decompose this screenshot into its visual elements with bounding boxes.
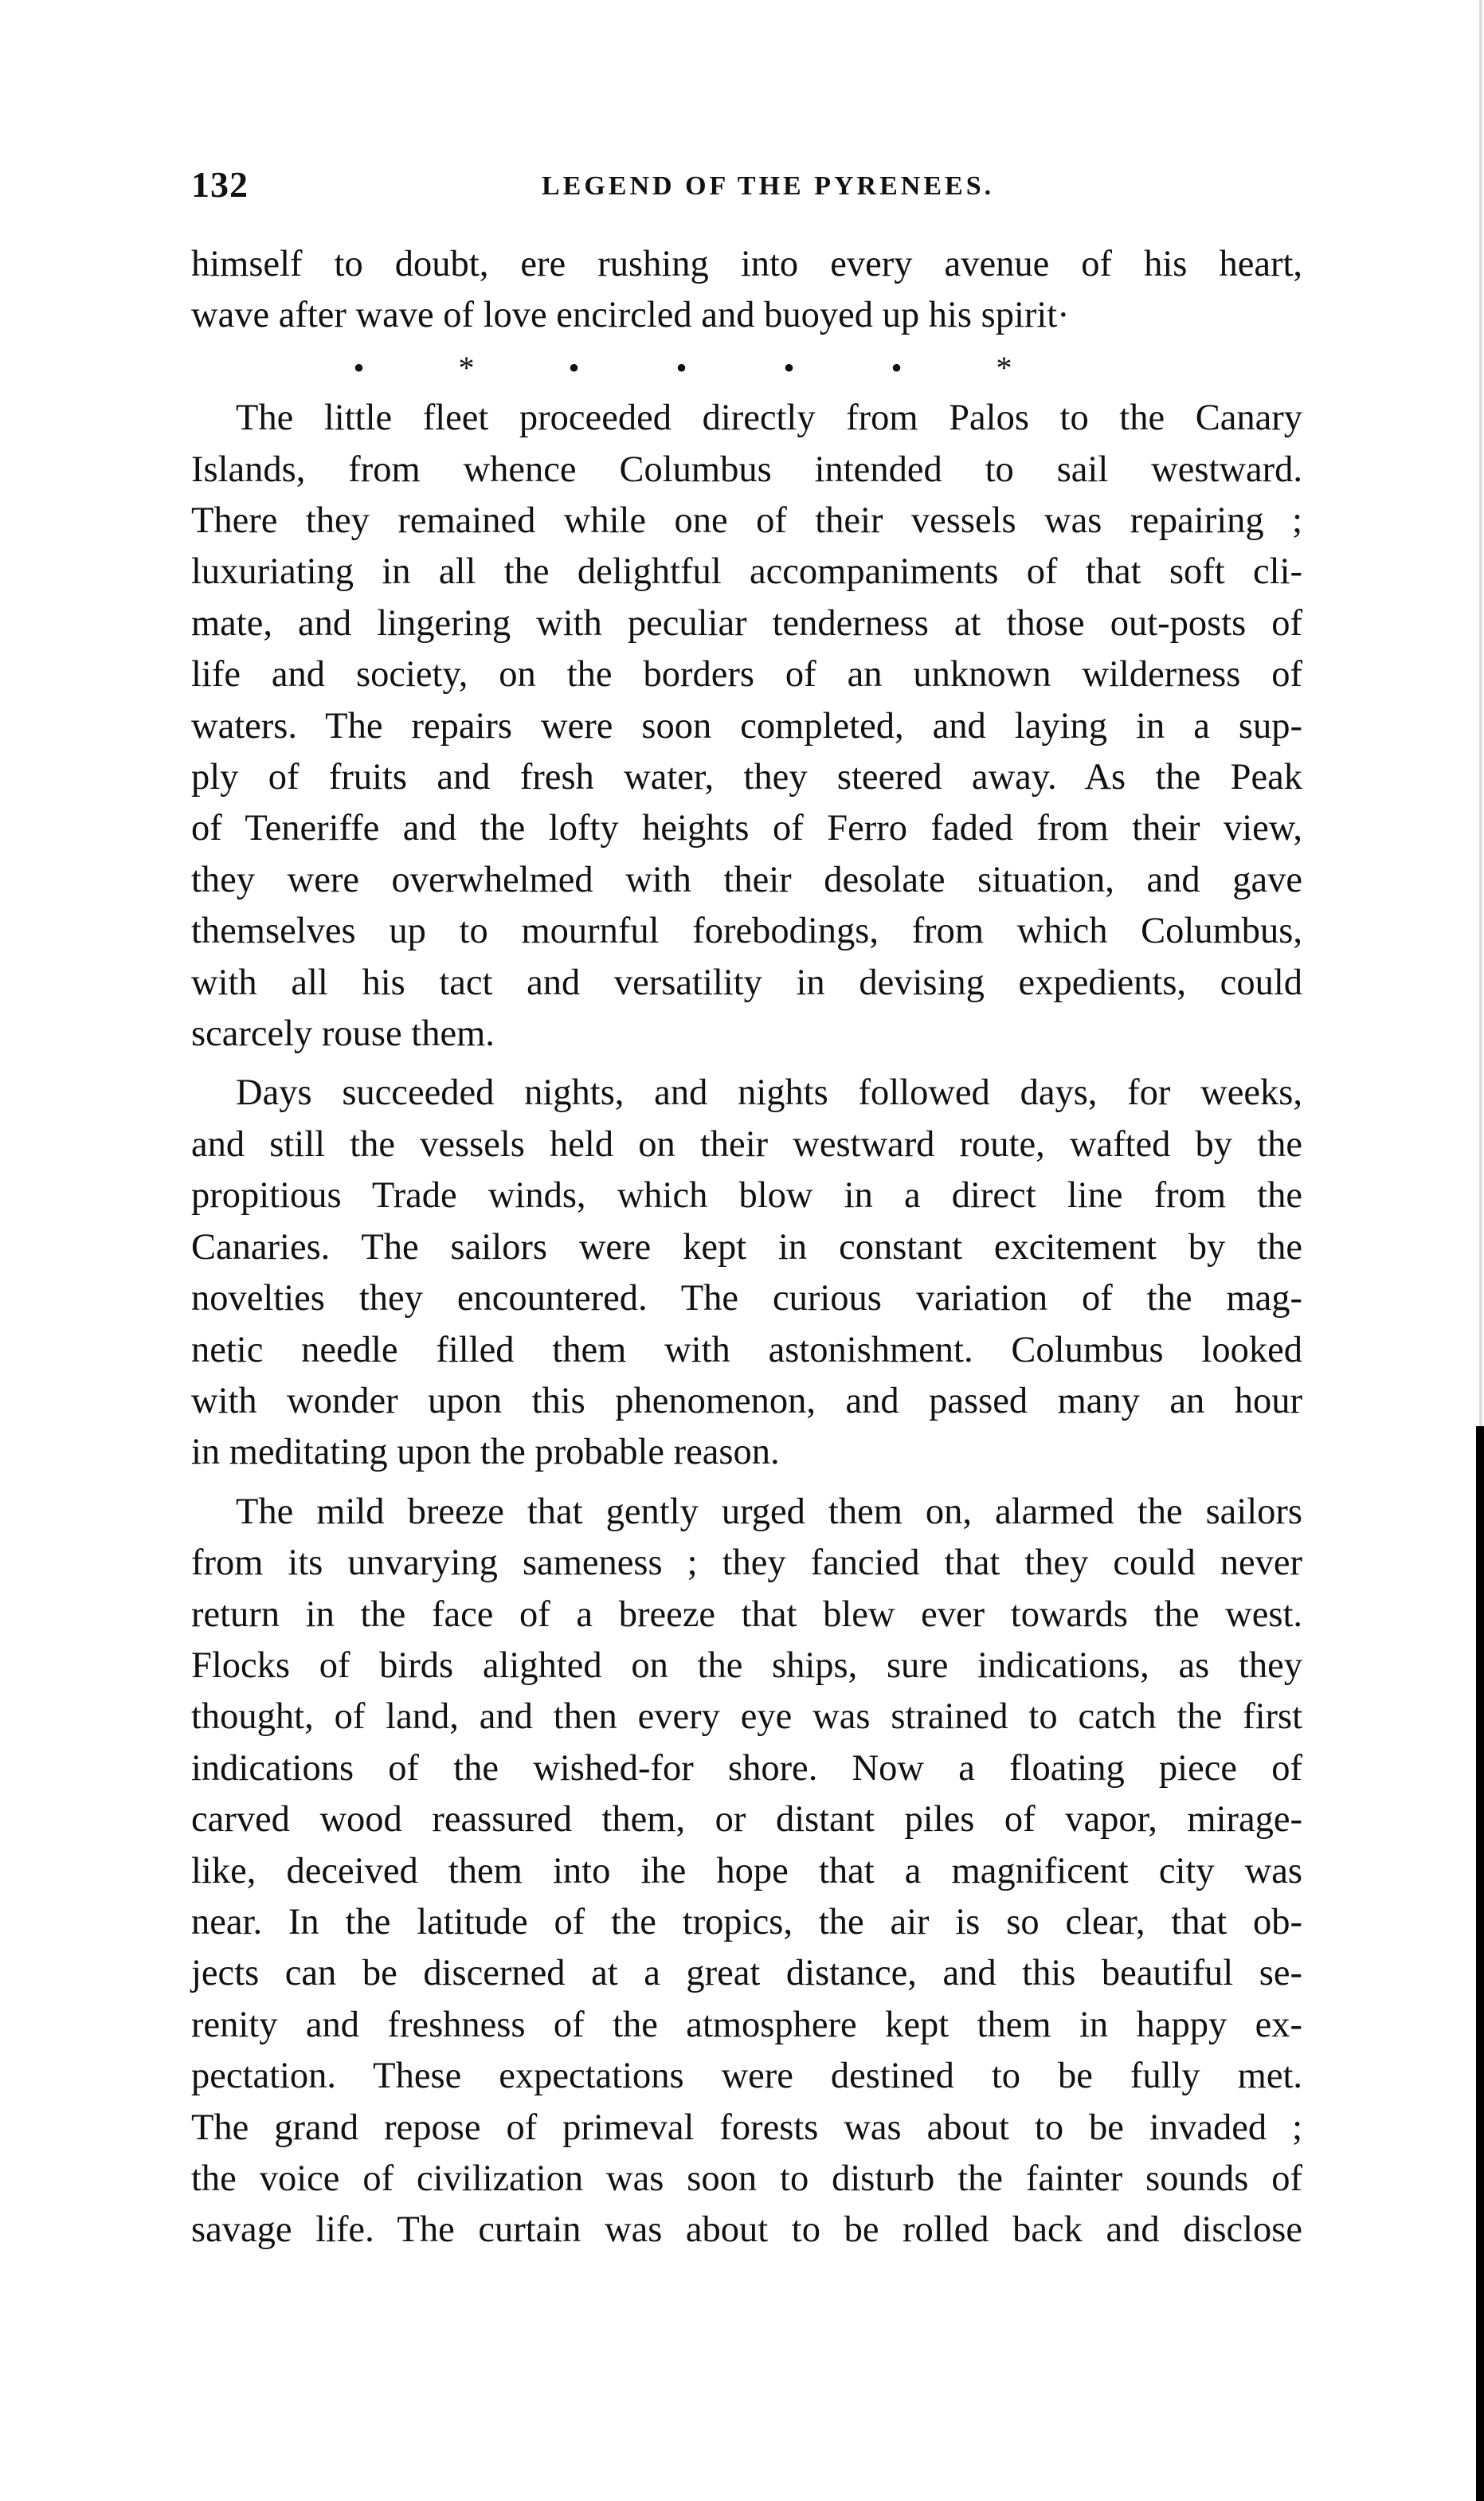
paragraph — [191, 1487, 1302, 2256]
text-line: return in the face of a breeze that blew ever towards the west. — [191, 1594, 1302, 1635]
text-line: himself to doubt, ere rushing into every avenue of his heart, — [191, 244, 1302, 284]
text-line: The grand repose of primeval forests was about to be invaded ; — [191, 2107, 1302, 2148]
section-separator — [191, 342, 1302, 393]
separator-mark: • — [353, 349, 368, 386]
text-line: Flocks of birds alighted on the ships, sure indications, as they — [191, 1644, 1302, 1686]
text-line: with wonder upon this phenomenon, and passed many an hour — [191, 1380, 1302, 1421]
text-line: wave after wave of love encircled and buoyed up his spirit· — [191, 295, 1070, 336]
separator-mark: * — [458, 349, 478, 386]
text-line: Islands, from whence Columbus intended to sail westward. — [191, 449, 1302, 490]
separator-mark: • — [568, 349, 583, 386]
text-line: pectation. These expectations were destined to be fully met. — [191, 2056, 1302, 2097]
text-line: novelties they encountered. The curious variation of the mag- — [191, 1278, 1302, 1319]
page-header — [191, 163, 1306, 211]
text-line: luxuriating in all the delightful accompaniments of that soft cli- — [191, 551, 1302, 593]
text-line: There they remained while one of their vessels was repairing ; — [191, 500, 1302, 542]
text-line: netic needle filled them with astonishment. Columbus looked — [191, 1329, 1302, 1370]
text-line: life and society, on the borders of an unknown wilderness of — [191, 654, 1302, 696]
text-line: carved wood reassured them, or distant piles of vapor, mirage- — [191, 1799, 1302, 1840]
text-line: in meditating upon the probable reason. — [191, 1432, 780, 1473]
body-text — [191, 239, 1302, 2256]
text-line: like, deceived them into ihe hope that a magnificent city was — [191, 1850, 1302, 1891]
separator-mark: * — [996, 349, 1016, 386]
text-line: The mild breeze that gently urged them on, alarmed the sailors — [236, 1491, 1302, 1532]
scan-edge-shadow — [1479, 0, 1482, 1426]
text-line: of Teneriffe and the lofty heights of Ferro faded from their view, — [191, 808, 1302, 849]
separator-mark: • — [891, 349, 906, 386]
paragraph — [191, 393, 1302, 1060]
running-head: LEGEND OF THE PYRENEES. — [542, 171, 995, 201]
text-line: renity and freshness of the atmosphere kept them in happy ex- — [191, 2004, 1302, 2045]
text-line: they were overwhelmed with their desolate situation, and gave — [191, 859, 1302, 900]
text-line: near. In the latitude of the tropics, the air is so clear, that ob- — [191, 1901, 1302, 1942]
text-line: savage life. The curtain was about to be rolled back and disclose — [191, 2209, 1302, 2251]
text-line: Canaries. The sailors were kept in constant excitement by the — [191, 1226, 1302, 1268]
text-line: waters. The repairs were soon completed, and laying in a sup- — [191, 705, 1302, 747]
separator-mark: • — [783, 349, 798, 386]
text-line: ply of fruits and fresh water, they steered away. As the Peak — [191, 757, 1302, 798]
text-line: The little fleet proceeded directly from Palos to the Canary — [236, 398, 1302, 439]
text-line: thought, of land, and then every eye was strained to catch the first — [191, 1696, 1302, 1738]
text-line: themselves up to mournful forebodings, from which Columbus, — [191, 911, 1302, 952]
text-line: scarcely rouse them. — [191, 1013, 495, 1055]
paragraph — [191, 239, 1302, 342]
text-line: the voice of civilization was soon to disturb the fainter sounds of — [191, 2158, 1302, 2200]
text-line: from its unvarying sameness ; they fancied that they could never — [191, 1543, 1302, 1584]
text-line: and still the vessels held on their westward route, wafted by the — [191, 1123, 1302, 1165]
text-line: propitious Trade winds, which blow in a direct line from the — [191, 1175, 1302, 1217]
text-line: indications of the wished-for shore. Now a floating piece of — [191, 1747, 1302, 1789]
page-number: 132 — [191, 164, 249, 205]
text-line: Days succeeded nights, and nights followed days, for weeks, — [236, 1072, 1302, 1114]
separator-mark: • — [675, 349, 691, 386]
text-line: mate, and lingering with peculiar tenderness at those out-posts of — [191, 602, 1302, 644]
text-line: with all his tact and versatility in devising expedients, could — [191, 962, 1302, 1003]
scan-edge-border — [1476, 1426, 1484, 2501]
paragraph — [191, 1068, 1302, 1478]
text-line: jects can be discerned at a great distance, and this beautiful se- — [191, 1953, 1302, 1994]
